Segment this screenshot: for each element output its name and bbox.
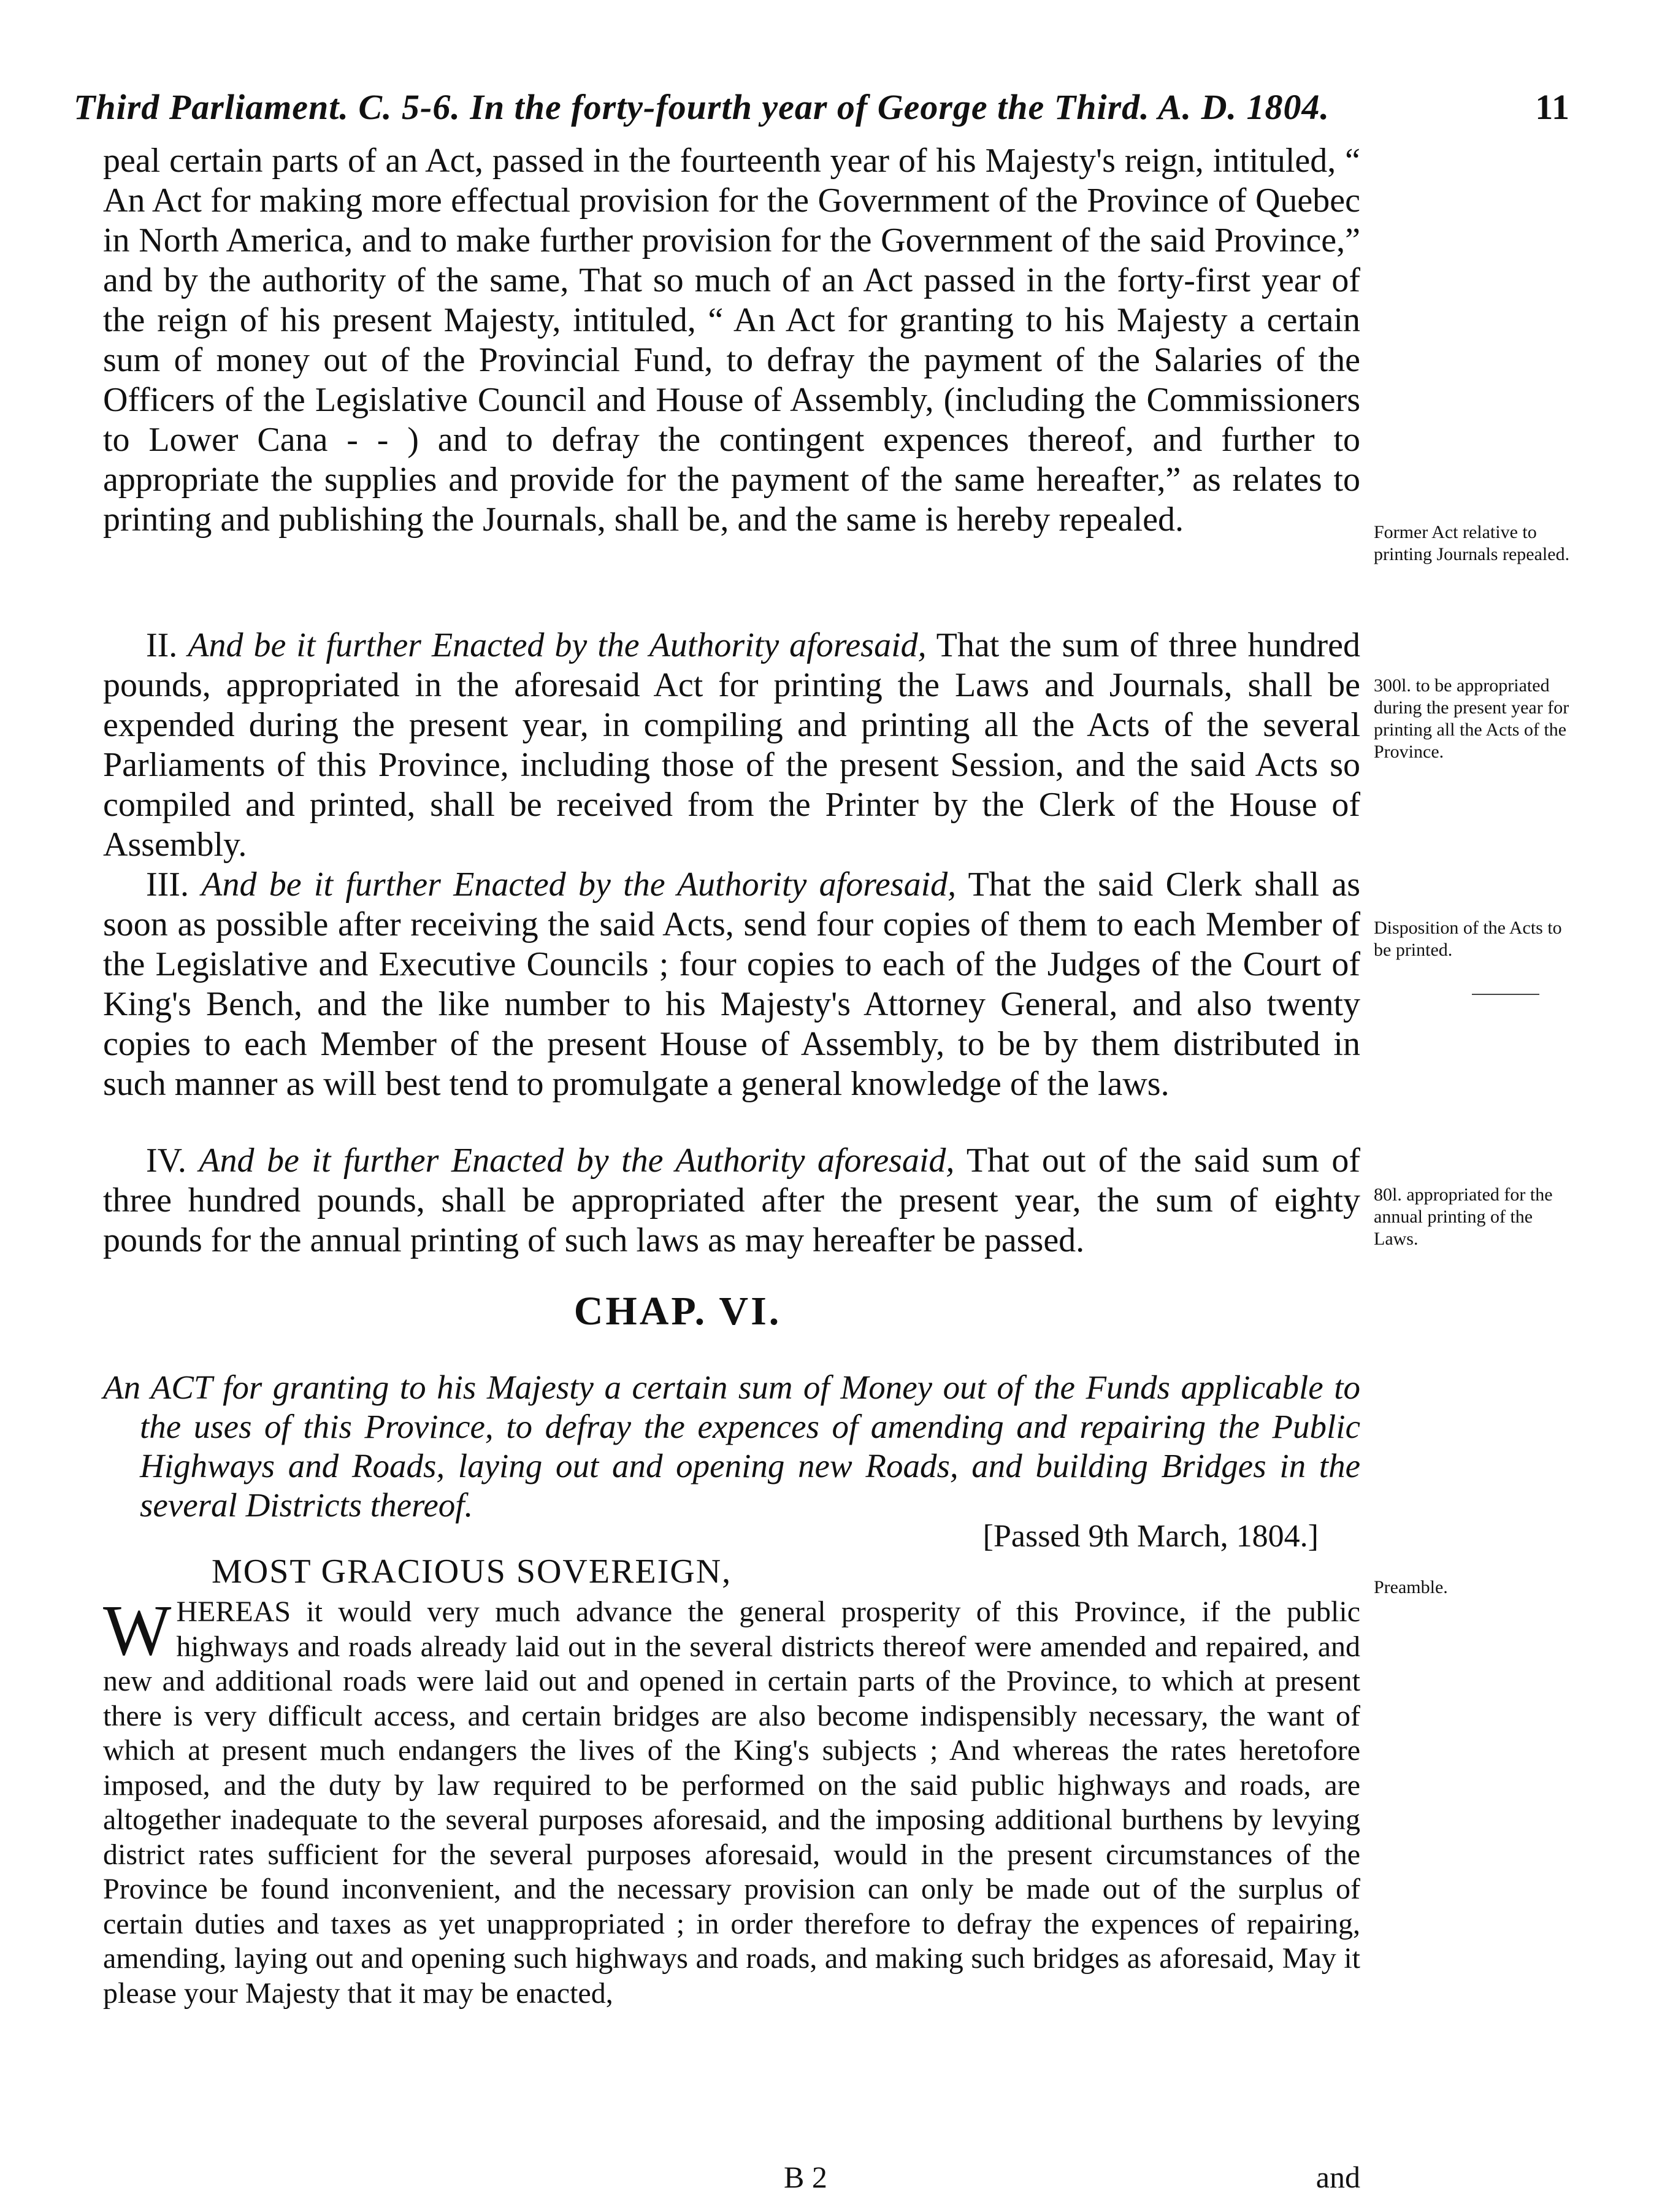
section-2-enacting-clause: And be it further Enacted by the Authority aforesaid, [188,626,927,664]
margin-note: 300l. to be appropriated during the present year for printing all the Acts of the Province. [1374,675,1569,762]
section-4-enacting-clause: And be it further Enacted by the Authority aforesaid, [199,1142,955,1180]
section-2 [103,626,1360,865]
section-3 [103,865,1360,1104]
margin-note: 80l. appropriated for the annual printing of the Laws. [1374,1185,1553,1249]
signature-mark: B 2 [784,2160,827,2194]
passed-date: [Passed 9th March, 1804.] [982,1519,1319,1554]
section-3-text: That the said Clerk shall as soon as possible after receiving the said Acts, send four copies of them to each Member of the Legislative and Executive Councils ; four copies to each of the Judges of the Court of King's Bench, and the like number to his Majesty's Attorney General, and also twenty copies to each Member of the present House of Assembly, to be by them distributed in such manner as will best tend to promulgate a general knowledge of the laws. [103,866,1361,1103]
section-1-continued [103,141,1360,540]
preamble-paragraph [103,1590,1360,2011]
running-head [74,86,1570,129]
section-2-number: II. [146,626,178,664]
section-2-text: That the sum of three hundred pounds, appropriated in the aforesaid Act for printing the Laws and Journals, shall be expended during the present year, in compiling and printing all the Acts of the several Parliaments of this Province, including those of the present Session, and the said Acts so compiled and printed, shall be received from the Printer by the Clerk of the House of Assembly. [103,626,1360,864]
margin-note: Preamble. [1374,1577,1448,1597]
section-3-enacting-clause: And be it further Enacted by the Authority aforesaid, [201,866,957,904]
margin-note: Former Act relative to printing Journals repealed. [1374,522,1570,564]
act-title: An ACT for granting to his Majesty a certain sum of Money out of the Funds applicable to the uses of this Province, to defray the expences of amending and repairing the Public Highways and Roads, laying out and opening new Roads, and building Bridges in the several Districts thereof. [103,1369,1360,1524]
margin-rule [1472,994,1539,995]
section-1-text: peal certain parts of an Act, passed in the fourteenth year of his Majesty's reign, intituled, “ An Act for making more effectual provision for the Government of the Province of Quebec in North America, and to make further provision for the Government of the said Province,” and by the authority of the same, That so much of an Act passed in the forty-first year of the reign of his present Majesty, intituled, “ An Act for granting to his Majesty a certain sum of money out of the Provincial Fund, to defray the payment of the Salaries of the Officers of the Legislative Council and House of Assembly, (including the Commissioners to Lower Cana - - ) and to defray the contingent expences thereof, and further to appropriate the supplies and provide for the payment of the same hereafter,” as relates to printing and publishing the Journals, shall be, and the same is hereby repealed. [103,142,1360,539]
chapter-title: CHAP. VI. [573,1289,782,1334]
drop-cap: W [103,1590,172,1670]
section-4-text: That out of the said sum of three hundred pounds, shall be appropriated after the present year, the sum of eighty pounds for the annual printing of such laws as may hereafter be passed. [103,1142,1360,1259]
page-number: 11 [1535,87,1570,127]
catchword: and [1315,2160,1360,2194]
address-line: MOST GRACIOUS SOVEREIGN, [212,1553,732,1591]
running-head-title: Third Parliament. C. 5-6. In the forty-fourth year of George the Third. A. D. 1804. [74,87,1330,127]
section-4 [103,1141,1360,1261]
section-4-number: IV. [146,1142,186,1180]
preamble-text: HEREAS it would very much advance the general prosperity of this Province, if the public highways and roads already laid out in the several districts thereof were amended and repaired, and new and additional roads were laid out and opened in certain parts of the Province, to which at present there is very difficult access, and certain bridges are also become indispensibly necessary, the want of which at present much endangers the lives of the King's subjects ; And whereas the rates heretofore imposed, and the duty by law required to be performed on the said public highways and roads, are altogether inadequate to the several purposes aforesaid, and the imposing additional burthens by levying district rates sufficient for the several purposes aforesaid, would in the present circumstances of the Province be found inconvenient, and the necessary provision can only be made out of the surplus of certain duties and taxes as yet unappropriated ; in order therefore to defray the expences of repairing, amending, laying out and opening such highways and roads, and making such bridges as aforesaid, May it please your Majesty that it may be enacted, [103,1596,1360,2010]
margin-note: Disposition of the Acts to be printed. [1374,918,1562,960]
section-3-number: III. [146,866,189,904]
